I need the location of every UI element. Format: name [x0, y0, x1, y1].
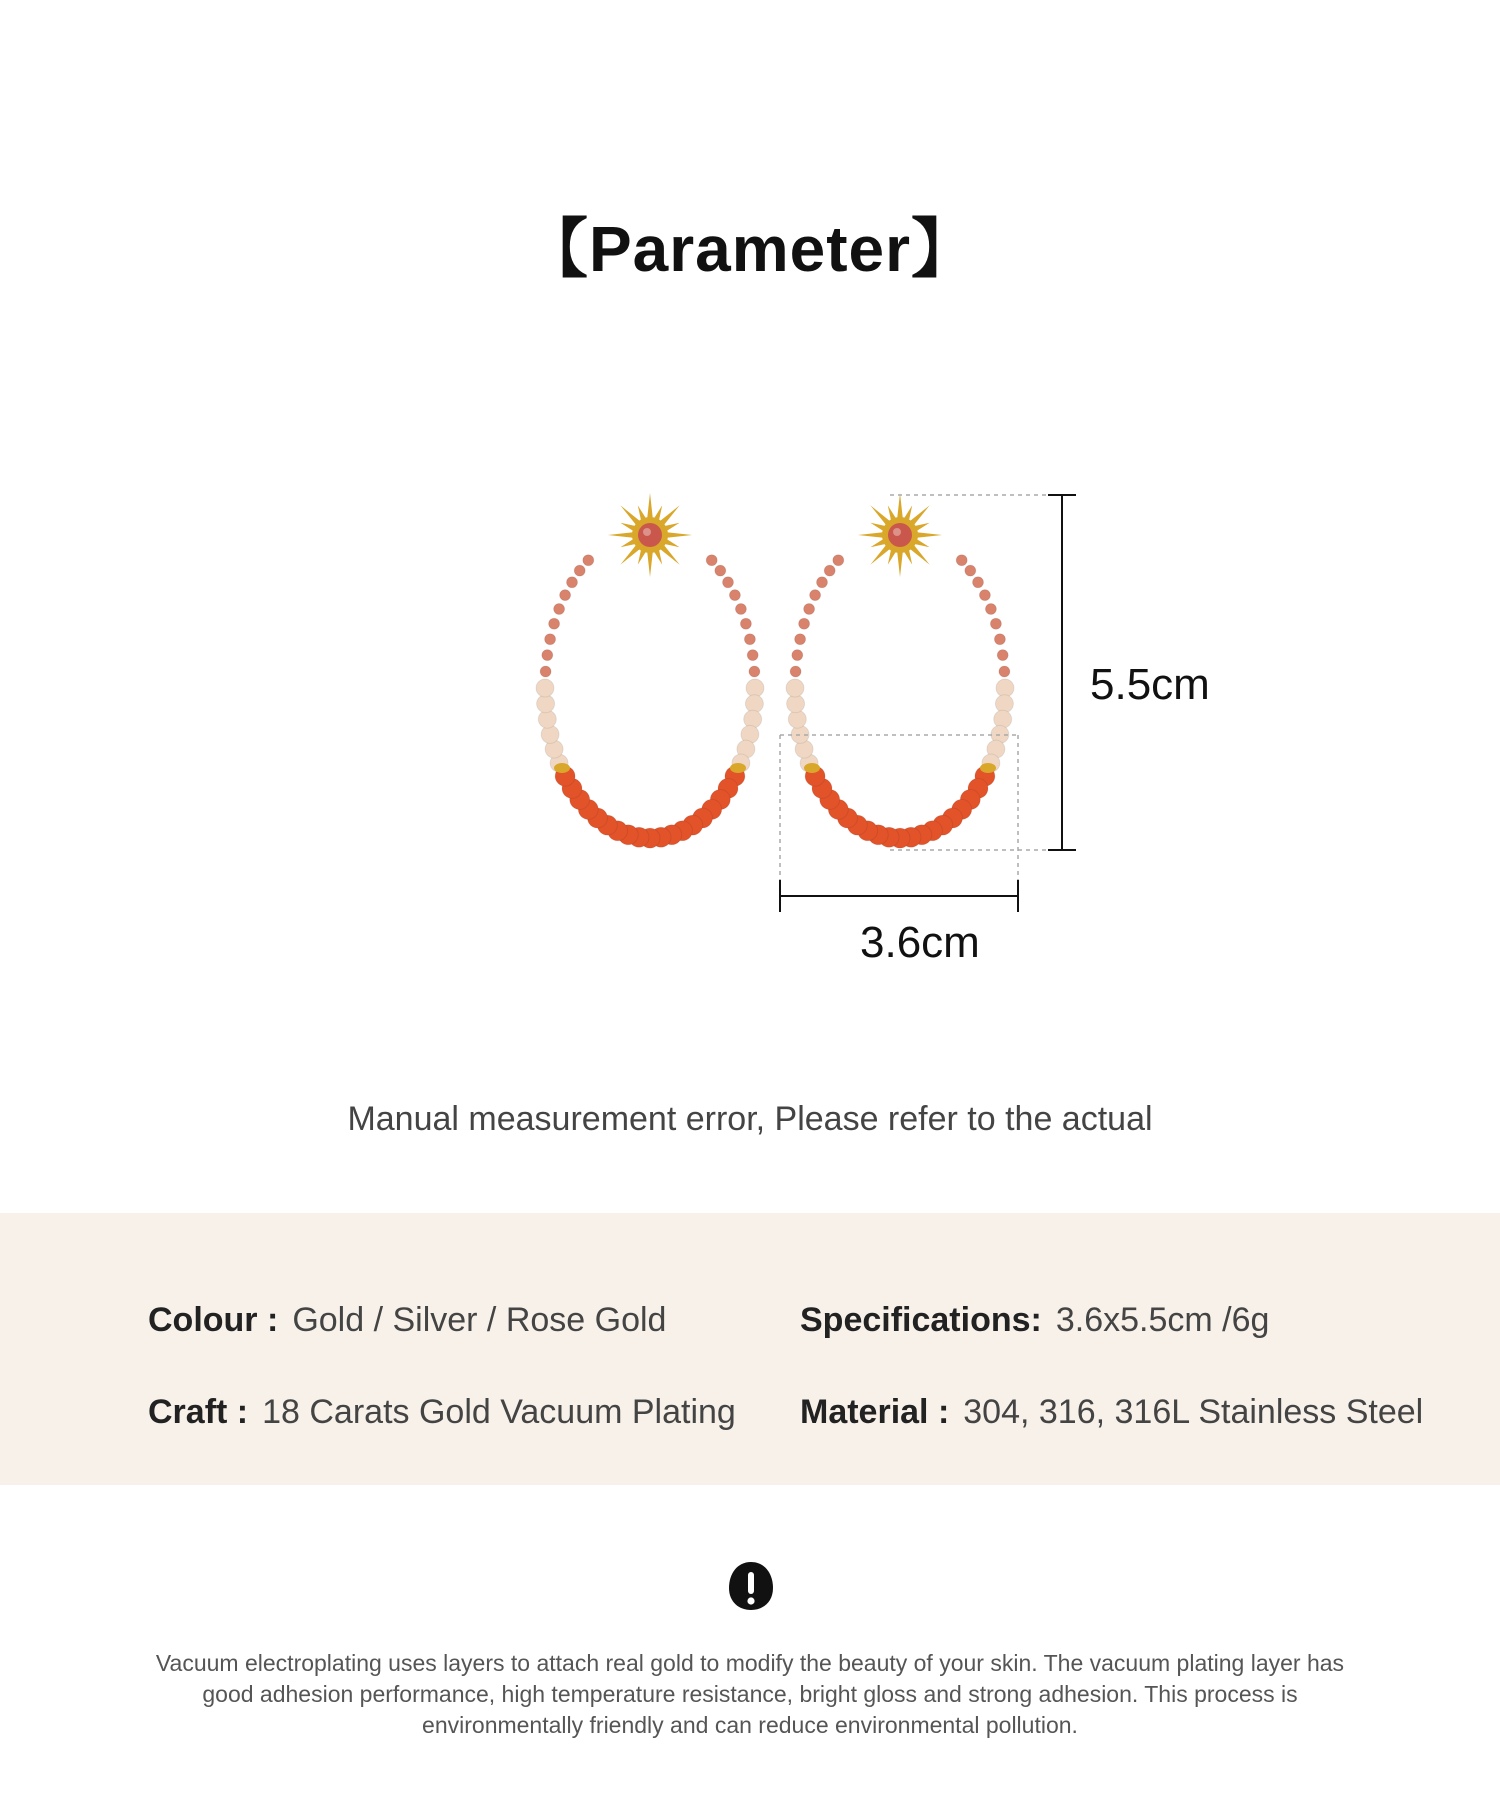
- earring-right: [786, 493, 1014, 848]
- page-title: 【Parameter】: [523, 213, 977, 285]
- spec-specifications: [800, 1301, 1269, 1340]
- spec-craft-value: 18 Carats Gold Vacuum Plating: [262, 1393, 736, 1431]
- earring-left: [536, 493, 764, 848]
- spec-craft-label: Craft :: [148, 1393, 249, 1431]
- spec-material: [800, 1393, 1423, 1432]
- width-label: 3.6cm: [860, 918, 980, 967]
- spec-craft: [148, 1393, 736, 1432]
- spec-panel: [0, 1213, 1500, 1485]
- spec-material-value: 304, 316, 316L Stainless Steel: [963, 1393, 1424, 1431]
- spec-colour: [148, 1301, 666, 1340]
- spec-specifications-value: 3.6x5.5cm /6g: [1055, 1301, 1270, 1339]
- height-label: 5.5cm: [1090, 660, 1210, 709]
- spec-material-label: Material :: [800, 1393, 950, 1431]
- spec-colour-value: Gold / Silver / Rose Gold: [292, 1301, 667, 1339]
- earrings-image: [470, 480, 1230, 1000]
- spec-colour-label: Colour :: [148, 1301, 279, 1339]
- exclamation-drop-icon: [727, 1560, 775, 1612]
- dimension-lines: [780, 495, 1076, 912]
- spec-specifications-label: Specifications:: [800, 1301, 1042, 1339]
- plating-description: Vacuum electroplating uses layers to attach real gold to modify the beauty of your skin. The vacuum plating layer has good adhesion performance, high temperature resistance, bright gloss and strong adhesion. This process is environmentally friendly and can reduce environmental pollution.: [155, 1650, 1345, 1738]
- measurement-note: Manual measurement error, Please refer to the actual: [347, 1100, 1153, 1138]
